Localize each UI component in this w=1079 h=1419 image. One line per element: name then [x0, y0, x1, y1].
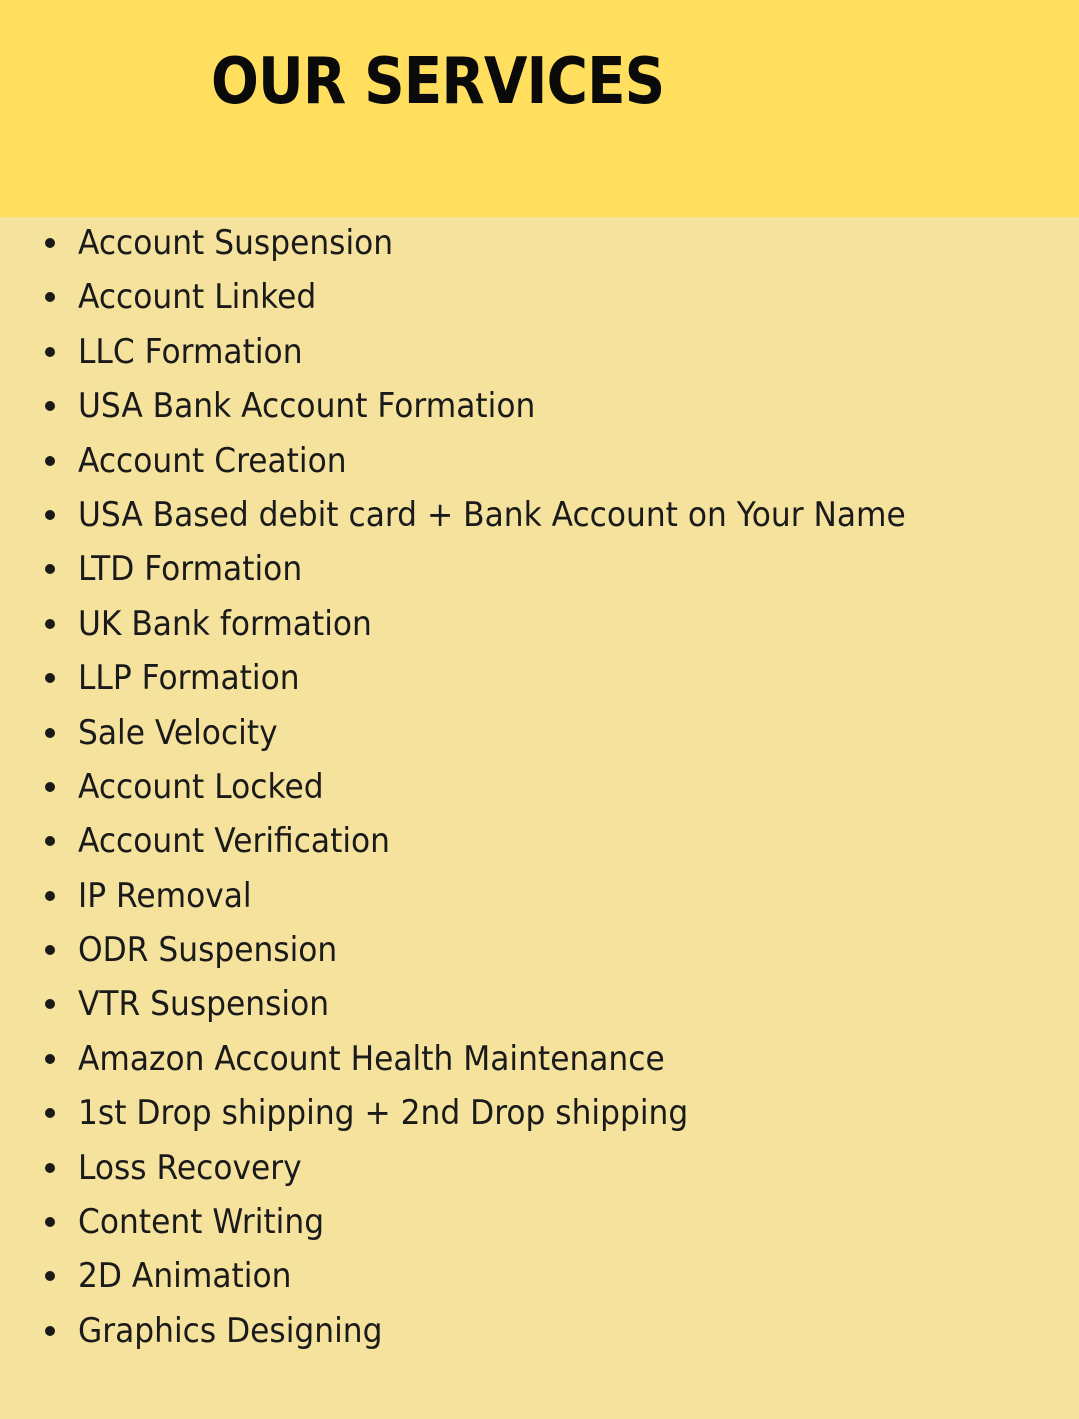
service-item [0, 706, 1079, 760]
bullet-icon [45, 782, 55, 792]
service-label: Account Creation [78, 440, 347, 481]
bullet-icon [45, 292, 55, 302]
service-item [0, 488, 1079, 542]
page-title: OUR SERVICES [211, 45, 665, 119]
service-item [0, 379, 1079, 433]
service-label: Content Writing [78, 1202, 325, 1243]
service-label: Account Verification [78, 821, 390, 862]
bullet-icon [45, 238, 55, 248]
bullet-icon [45, 673, 55, 683]
service-item [0, 434, 1079, 488]
service-item [0, 542, 1079, 596]
service-label: 1st Drop shipping + 2nd Drop shipping [78, 1093, 689, 1134]
service-label: LLP Formation [78, 658, 300, 699]
bullet-icon [45, 891, 55, 901]
service-item [0, 1195, 1079, 1249]
header-banner [0, 0, 1079, 217]
bullet-icon [45, 999, 55, 1009]
service-label: Graphics Designing [78, 1310, 383, 1351]
bullet-icon [45, 1108, 55, 1118]
service-label: LLC Formation [78, 331, 303, 372]
service-item [0, 814, 1079, 868]
service-label: Account Linked [78, 277, 317, 318]
bullet-icon [45, 347, 55, 357]
service-item [0, 1249, 1079, 1303]
service-label: Loss Recovery [78, 1147, 302, 1188]
bullet-icon [45, 1163, 55, 1173]
service-label: Account Suspension [78, 223, 394, 263]
service-label: Amazon Account Health Maintenance [78, 1038, 665, 1079]
service-item [0, 1304, 1079, 1358]
service-item [0, 325, 1079, 379]
service-label: ODR Suspension [78, 930, 338, 971]
bullet-icon [45, 564, 55, 574]
bullet-icon [45, 1271, 55, 1281]
service-label: IP Removal [78, 875, 252, 916]
bullet-icon [45, 1054, 55, 1064]
bullet-icon [45, 1217, 55, 1227]
bullet-icon [45, 619, 55, 629]
service-item [0, 270, 1079, 324]
service-label: 2D Animation [78, 1256, 292, 1297]
service-item [0, 597, 1079, 651]
service-item [0, 216, 1079, 270]
service-item [0, 760, 1079, 814]
service-item [0, 1141, 1079, 1195]
services-list [0, 216, 1079, 1358]
bullet-icon [45, 510, 55, 520]
service-label: UK Bank formation [78, 603, 372, 644]
service-item [0, 1086, 1079, 1140]
service-label: Sale Velocity [78, 712, 278, 753]
bullet-icon [45, 401, 55, 411]
service-label: USA Bank Account Formation [78, 386, 536, 427]
service-item [0, 1032, 1079, 1086]
service-label: VTR Suspension [78, 984, 330, 1025]
bullet-icon [45, 1326, 55, 1336]
service-label: Account Locked [78, 766, 324, 807]
service-label: LTD Formation [78, 549, 303, 590]
bullet-icon [45, 836, 55, 846]
bullet-icon [45, 728, 55, 738]
service-item [0, 869, 1079, 923]
bullet-icon [45, 945, 55, 955]
bullet-icon [45, 456, 55, 466]
service-item [0, 651, 1079, 705]
service-item [0, 977, 1079, 1031]
service-item [0, 923, 1079, 977]
service-label: USA Based debit card + Bank Account on Your Name [78, 494, 906, 535]
